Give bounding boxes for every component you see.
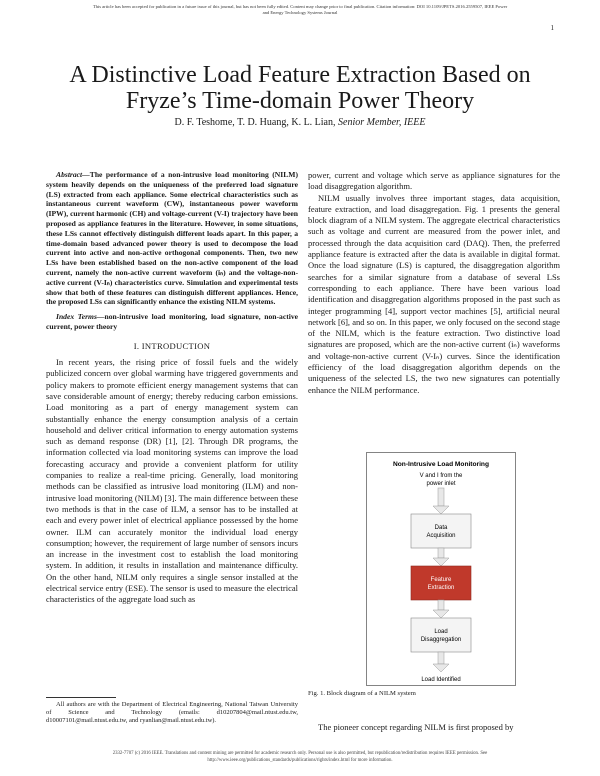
- author-membership: Senior Member, IEEE: [338, 117, 426, 128]
- right-paragraph-pioneer: The pioneer concept regarding NILM is first proposed by: [318, 722, 514, 732]
- input-label-line-1: V and I from the: [419, 473, 463, 479]
- author-list: [0, 117, 600, 128]
- index-terms: [46, 312, 298, 332]
- author-names: D. F. Teshome, T. D. Huang, K. L. Lian,: [174, 117, 336, 128]
- notice-line-1: This article has been accepted for publication in a future issue of this journal, but has not been fully edited. Content may change prior to final publication. Citation information: DOI 10.1109/JPETS.2016.2559507, IEEE Power: [92, 4, 508, 9]
- arrow-4-shaft: [438, 652, 444, 664]
- feature-extraction-line-2: Extraction: [427, 585, 455, 591]
- figure-title: Non-Intrusive Load Monitoring: [393, 461, 489, 468]
- author-affiliation-footnote: All authors are with the Department of Electrical Engineering, National Taiwan University of Science and Technology (emails: d10207804@mail.ntust.edu.tw, d10007101@mail.ntust.edu.tw, and ryanlian@mail.ntust.edu.tw).: [46, 701, 298, 725]
- page-number: 1: [550, 24, 554, 32]
- paper-title: [0, 62, 600, 114]
- figure-1-block-diagram: [366, 452, 516, 686]
- footnote-divider: [46, 697, 116, 698]
- intro-paragraph-1: In recent years, the rising price of fossil fuels and the widely publicized concern over global warming have triggered governments and policy makers to promote efficient energy management systems that can save considerable amount of energy; thereby reducing carbon emissions. Load monitoring as a part of energy management system can substantially enhance the energy consumption analysis of a certain household and deliver critical information to energy automation systems such as demand response (DR) [1], [2]. Through DR programs, the information collected via load monitoring systems can improve the load forecasting accuracy and provide a convenient platform for utility companies to realize a real-time pricing. Generally, load monitoring methods can be classified as intrusive load monitoring (ILM) and non-intrusive load monitoring (NILM) [3]. The main difference between these two methods is that in the case of ILM, a sensor has to be installed at each and every power inlet of electrical appliance possessed by the home owner. ILM can accurately monitor the individual load energy consumption; however, the requirement of large number of sensors incurs an increase in the investment cost to establish the load monitoring system. In addition, it results in installation and maintenance difficulty. On the other hand, NILM only requires a single sensor installed at the electrical service entry (ESE). The sensor is used to measure the electrical characteristics of the aggregate load such as: [46, 357, 298, 605]
- arrow-3-shaft: [438, 600, 444, 610]
- abstract-label: Abstract—: [56, 170, 90, 179]
- right-paragraph-continued: power, current and voltage which serve as appliance signatures for the load disaggregation algorithm.: [308, 170, 560, 192]
- notice-line-2: and Energy Technology Systems Journal: [262, 10, 338, 15]
- arrow-2-shaft: [438, 548, 444, 558]
- output-label: Load Identified: [421, 677, 461, 683]
- right-column: [308, 170, 560, 396]
- copyright-notice: [30, 750, 570, 764]
- title-line-1: A Distinctive Load Feature Extraction Based on: [69, 62, 531, 88]
- data-acquisition-line-1: Data: [434, 525, 448, 531]
- right-paragraph-2: NILM usually involves three important stages, data acquisition, feature extraction, and load disaggregation. Fig. 1 presents the general block diagram of a NILM system. The aggregate electrical characteristics such as voltage and current are measured from the power inlet, and processed through the data acquisition card (DAQ). Then, the preferred appliance feature is extracted after the data is available in digital format. Once the load signature (LS) is captured, the disaggregation algorithm searches for a similar signature from a database of several LSs corresponding to each appliance. There have been various load identification and disaggregation algorithms proposed in the past such as integer programming [4], support vector machines [5], artificial neural network [6], and so on. In this paper, we only focused on the second stage of the NILM, which is the feature extraction. Two distinctive load signatures are proposed, which are the non-active current (iₙ) waveforms and voltage-non-active current (V-Iₙ) curves. Since the identification efficiency of the load disaggregation algorithm depends on the uniqueness of the selected LS, the two new signatures can potentially enhance the NILM performance.: [308, 192, 560, 395]
- abstract-text: The performance of a non-intrusive load monitoring (NILM) system heavily depends on the uniqueness of the preferred load signature (LS) extracted from each appliance. Some electrical characteristics such as instantaneous current waveform (CW), instantaneous power waveform (IPW), current harmonic (CH) and voltage-current (V-I) trajectory have been proposed as appliance features in the literature. However, in some situations, these LSs cannot effectively distinguish different loads apart. In this paper, a time-domain based advanced power theory is used to decompose the load current into active and non-active orthogonal components. Then, two new LSs have been established based on the non-active component of the load current, namely the non-active current waveform (iₙ) and the voltage-non-active current (V-Iₙ) characteristics curve. Simulation and experimental tests show that both of these features can distinguish different appliances. Hence, the proposed LSs can significantly enhance the existing NILM systems.: [46, 170, 298, 307]
- figure-1-caption: Fig. 1. Block diagram of a NILM system: [308, 690, 416, 697]
- section-heading-introduction: I. INTRODUCTION: [133, 340, 211, 351]
- copyright-line-1: 2332-7707 (c) 2016 IEEE. Translations and content mining are permitted for academic research only. Personal use is also permitted, but republication/redistribution requires IEEE permission. See: [112, 751, 488, 756]
- input-label-line-2: power inlet: [426, 481, 456, 487]
- feature-extraction-line-1: Feature: [430, 577, 452, 583]
- arrow-1-shaft: [438, 488, 444, 506]
- load-disaggregation-line-2: Disaggregation: [420, 637, 462, 643]
- load-disaggregation-block: [411, 618, 471, 652]
- data-acquisition-line-2: Acquisition: [426, 533, 456, 539]
- abstract: [46, 170, 298, 307]
- journal-notice-header: [10, 4, 590, 16]
- copyright-line-2: http://www.ieee.org/publications_standards/publications/rights/index.html for more information.: [207, 758, 393, 763]
- left-column: [46, 170, 298, 606]
- index-terms-label: Index Terms: [56, 312, 97, 322]
- index-terms-text: —non-intrusive load monitoring, load signature, non-active current, power theory: [46, 312, 299, 331]
- load-disaggregation-line-1: Load: [434, 629, 448, 635]
- title-line-2: Fryze’s Time-domain Power Theory: [125, 88, 475, 114]
- data-acquisition-block: [411, 514, 471, 548]
- feature-extraction-block: [411, 566, 471, 600]
